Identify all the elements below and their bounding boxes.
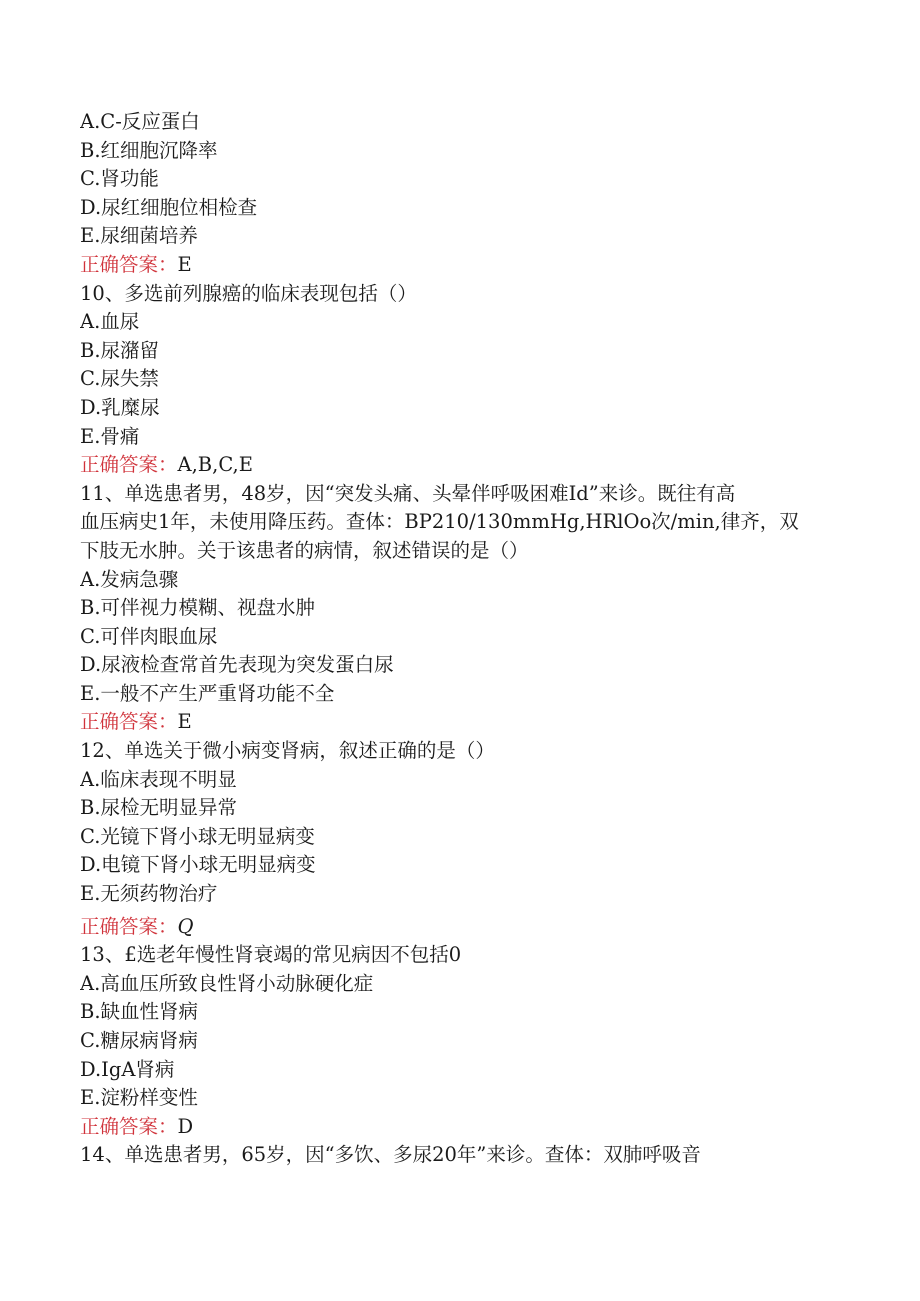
question-stem: 14、单选患者男，65岁，因“多饮、多尿20年”来诊。查体：双肺呼吸音 — [80, 1143, 701, 1167]
option-d: D.乳糜尿 — [80, 395, 160, 419]
option-c: C.尿失禁 — [80, 367, 159, 391]
correct-answer — [80, 913, 840, 942]
correct-answer — [80, 1113, 840, 1142]
answer-label: 正确答案： — [80, 1114, 178, 1138]
answer-value: D — [177, 1114, 194, 1138]
option-c: C.光镜下肾小球无明显病变 — [80, 824, 315, 848]
correct-answer — [80, 251, 840, 280]
option-e: E.尿细菌培养 — [80, 224, 198, 248]
option-c: C.可伴肉眼血尿 — [80, 624, 218, 648]
question-12 — [80, 737, 840, 941]
correct-answer — [80, 451, 840, 480]
option-d: D.尿液检查常首先表现为突发蛋白尿 — [80, 653, 394, 677]
answer-value: E — [177, 710, 192, 734]
question-stem-line-1: 11、单选患者男，48岁，因“突发头痛、头晕伴呼吸困难Id”来诊。既往有高 — [80, 481, 736, 505]
option-b: B.可伴视力模糊、视盘水肿 — [80, 596, 316, 620]
option-e: E.淀粉样变性 — [80, 1086, 198, 1110]
option-c: C.肾功能 — [80, 167, 159, 191]
question-stem: 13、£选老年慢性肾衰竭的常见病因不包括0 — [80, 943, 462, 967]
question-10 — [80, 280, 840, 480]
option-a: A.高血压所致良性肾小动脉硬化症 — [80, 971, 374, 995]
option-b: B.尿检无明显异常 — [80, 796, 238, 820]
answer-value: Q — [177, 914, 194, 938]
option-d: D.电镜下肾小球无明显病变 — [80, 853, 316, 877]
option-c: C.糖尿病肾病 — [80, 1029, 198, 1052]
answer-value: A,B,C,E — [177, 453, 253, 477]
option-e: E.无须药物治疗 — [80, 882, 218, 906]
option-e: E.骨痛 — [80, 424, 140, 448]
correct-answer — [80, 708, 840, 737]
option-a: A.C-反应蛋白 — [80, 110, 200, 133]
question-14 — [80, 1141, 840, 1170]
answer-label: 正确答案： — [80, 252, 178, 276]
answer-value: E — [177, 252, 192, 276]
answer-label: 正确答案： — [80, 710, 178, 734]
option-e: E.一般不产生严重肾功能不全 — [80, 681, 335, 705]
option-a: A.血尿 — [80, 310, 140, 334]
option-a: A.临床表现不明显 — [80, 767, 237, 791]
option-b: B.红细胞沉降率 — [80, 138, 218, 162]
question-stem-line-2: 血压病史1年，未使用降压药。查体：BP210/130mmHg,HRlOo次/min,律齐，双 — [80, 510, 799, 534]
option-b: B.缺血性肾病 — [80, 1000, 199, 1024]
answer-label: 正确答案： — [80, 453, 178, 477]
option-a: A.发病急骤 — [80, 567, 179, 591]
question-list — [80, 108, 840, 1170]
question-13 — [80, 941, 840, 1141]
question-stem: 10、多选前列腺癌的临床表现包括（） — [80, 281, 417, 305]
question-stem-line-3: 下肢无水肿。关于该患者的病情，叙述错误的是（） — [80, 538, 529, 562]
option-b: B.尿潴留 — [80, 338, 160, 362]
option-d: D.尿红细胞位相检查 — [80, 195, 258, 219]
question-stem: 12、单选关于微小病变肾病，叙述正确的是（） — [80, 739, 495, 763]
answer-label: 正确答案： — [80, 914, 178, 938]
question-9-options — [80, 108, 840, 280]
option-d: D.IgA肾病 — [80, 1057, 175, 1081]
question-11 — [80, 480, 840, 737]
